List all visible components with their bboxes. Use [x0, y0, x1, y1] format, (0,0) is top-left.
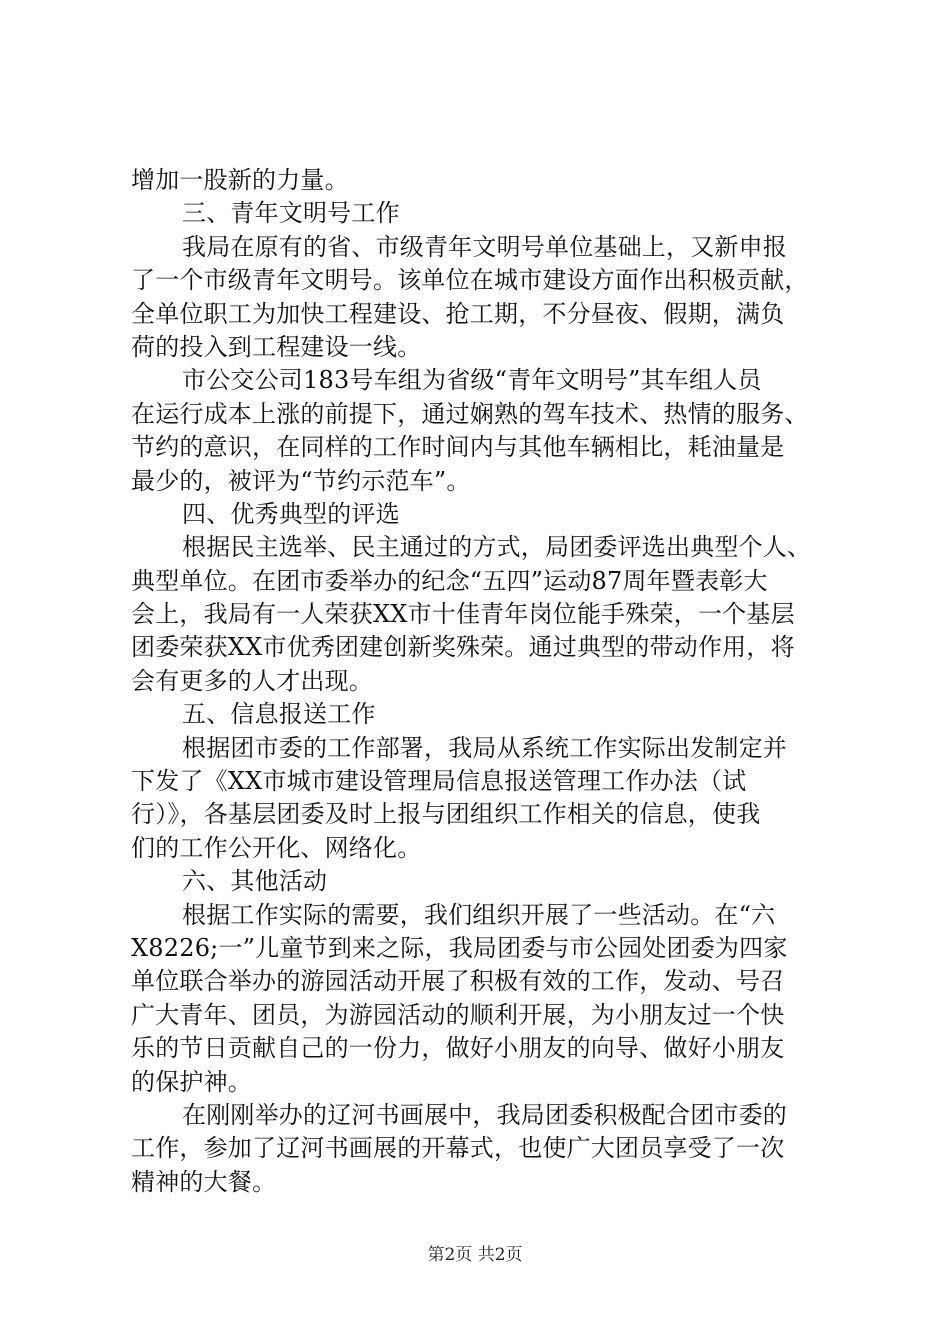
text-line: 会有更多的人才出现。 [131, 666, 373, 695]
text-line: 市公交公司183号车组为省级“青年文明号”其车组人员 [182, 366, 762, 395]
text-line: 们的工作公开化、网络化。 [131, 833, 422, 862]
text-line: 节约的意识，在同样的工作时间内与其他车辆相比，耗油量是 [131, 433, 785, 462]
text-line: 会上，我局有一人荣获XX市十佳青年岗位能手殊荣，一个基层 [131, 600, 795, 629]
text-line: 五、信息报送工作 [182, 700, 376, 729]
text-line: 根据民主选举、民主通过的方式，局团委评选出典型个人、 [182, 533, 812, 562]
text-line: 乐的节日贡献自己的一份力，做好小朋友的向导、做好小朋友 [131, 1034, 785, 1063]
text-line: 行）》，各基层团委及时上报与团组织工作相关的信息，使我 [131, 800, 761, 829]
text-line: 广大青年、团员，为游园活动的顺利开展，为小朋友过一个快 [131, 1000, 785, 1029]
text-line: 全单位职工为加快工程建设、抢工期，不分昼夜、假期，满负 [131, 299, 785, 328]
text-line: 在运行成本上涨的前提下，通过娴熟的驾车技术、热情的服务、 [131, 399, 809, 428]
text-line: 精神的大餐。 [131, 1167, 277, 1196]
text-line: 六、其他活动 [182, 867, 328, 896]
text-line: 的保护神。 [131, 1067, 252, 1096]
text-line: 三、青年文明号工作 [182, 199, 400, 228]
text-line: 增加一股新的力量。 [131, 166, 349, 194]
text-line: 下发了《XX市城市建设管理局信息报送管理工作办法（试 [131, 767, 747, 796]
text-line: 单位联合举办的游园活动开展了积极有效的工作，发动、号召 [131, 967, 785, 996]
text-line: 团委荣获XX市优秀团建创新奖殊荣。通过典型的带动作用，将 [131, 633, 795, 662]
text-line: 根据工作实际的需要，我们组织开展了一些活动。在“六 [182, 900, 776, 929]
text-line: 工作，参加了辽河书画展的开幕式，也使广大团员享受了一次 [131, 1134, 785, 1163]
text-line: 在刚刚举办的辽河书画展中，我局团委积极配合团市委的 [182, 1100, 787, 1129]
text-line: 荷的投入到工程建设一线。 [131, 332, 422, 361]
text-line: 最少的，被评为“节约示范车”。 [131, 466, 471, 495]
text-line: 典型单位。在团市委举办的纪念“五四”运动87周年暨表彰大 [131, 566, 768, 595]
text-line: X8226;一”儿童节到来之际，我局团委与市公园处团委为四家 [131, 933, 788, 962]
text-line: 根据团市委的工作部署，我局从系统工作实际出发制定并 [182, 733, 787, 762]
document-body [131, 164, 831, 1199]
text-line: 我局在原有的省、市级青年文明号单位基础上，又新申报 [182, 232, 787, 261]
text-line: 了一个市级青年文明号。该单位在城市建设方面作出积极贡献， [131, 266, 809, 295]
page-footer: 第2页 共2页 [427, 1245, 523, 1265]
text-line: 四、优秀典型的评选 [182, 499, 400, 528]
